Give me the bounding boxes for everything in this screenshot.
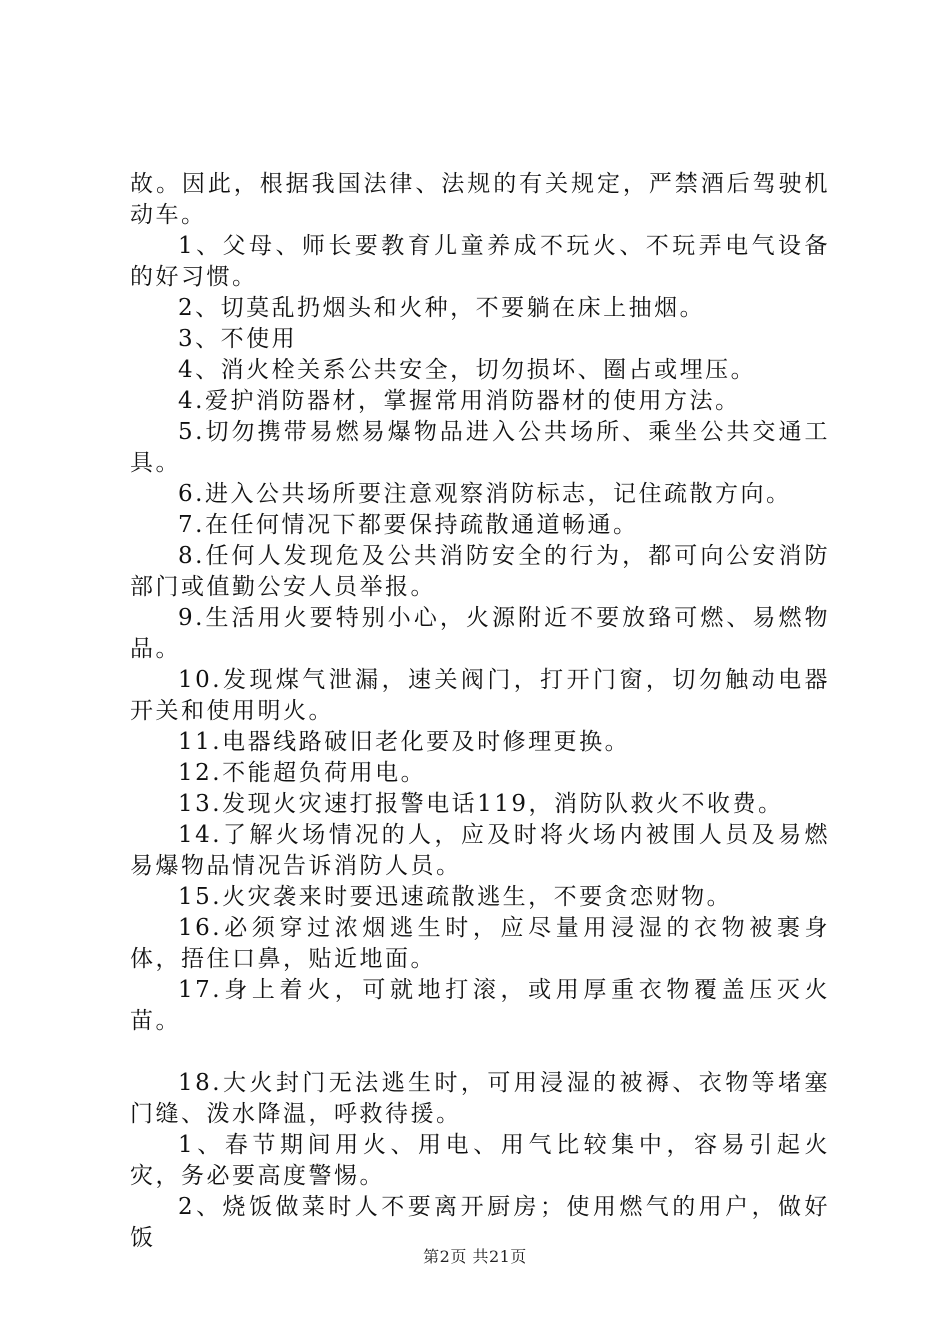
paragraph: 故。因此，根据我国法律、法规的有关规定，严禁酒后驾驶机动车。	[130, 171, 830, 228]
paragraph: 6.进入公共场所要注意观察消防标志，记住疏散方向。	[178, 481, 792, 507]
paragraph: 2、切莫乱扔烟头和火种，不要躺在床上抽烟。	[178, 295, 706, 321]
page-footer	[0, 1244, 950, 1267]
paragraph: 14.了解火场情况的人，应及时将火场内被围人员及易燃易爆物品情况告诉消防人员。	[130, 822, 830, 879]
paragraph: 9.生活用火要特别小心，火源附近不要放臵可燃、易燃物品。	[130, 605, 830, 662]
paragraph: 18.大火封门无法逃生时，可用浸湿的被褥、衣物等堵塞门缝、泼水降温，呼救待援。	[130, 1070, 830, 1127]
paragraph: 12.不能超负荷用电。	[178, 760, 427, 786]
paragraph: 17.身上着火，可就地打滚，或用厚重衣物覆盖压灭火苗。	[130, 977, 830, 1034]
paragraph: 11.电器线路破旧老化要及时修理更换。	[178, 729, 631, 755]
paragraph: 2、烧饭做菜时人不要离开厨房；使用燃气的用户，做好饭	[130, 1194, 830, 1251]
paragraph: 4.爱护消防器材，掌握常用消防器材的使用方法。	[178, 388, 741, 414]
paragraph: 15.火灾袭来时要迅速疏散逃生，不要贪恋财物。	[178, 884, 733, 910]
paragraph: 8.任何人发现危及公共消防安全的行为，都可向公安消防部门或值勤公安人员举报。	[130, 543, 830, 600]
paragraph: 3、不使用	[178, 326, 298, 352]
page-number: 第2页 共21页	[423, 1247, 527, 1266]
paragraph: 1、父母、师长要教育儿童养成不玩火、不玩弄电气设备的好习惯。	[130, 233, 830, 290]
paragraph: 7.在任何情况下都要保持疏散通道畅通。	[178, 512, 639, 538]
paragraph: 16.必须穿过浓烟逃生时，应尽量用浸湿的衣物被裹身体，捂住口鼻，贴近地面。	[130, 915, 830, 972]
paragraph: 13.发现火灾速打报警电话119，消防队救火不收费。	[178, 791, 784, 817]
paragraph: 1、春节期间用火、用电、用气比较集中，容易引起火灾，务必要高度警惕。	[130, 1132, 830, 1189]
paragraph: 10.发现煤气泄漏，速关阀门，打开门窗，切勿触动电器开关和使用明火。	[130, 667, 830, 724]
paragraph: 5.切勿携带易燃易爆物品进入公共场所、乘坐公共交通工具。	[130, 419, 830, 476]
paragraph: 4、消火栓关系公共安全，切勿损坏、圈占或埋压。	[178, 357, 757, 383]
document-body	[130, 169, 830, 1254]
